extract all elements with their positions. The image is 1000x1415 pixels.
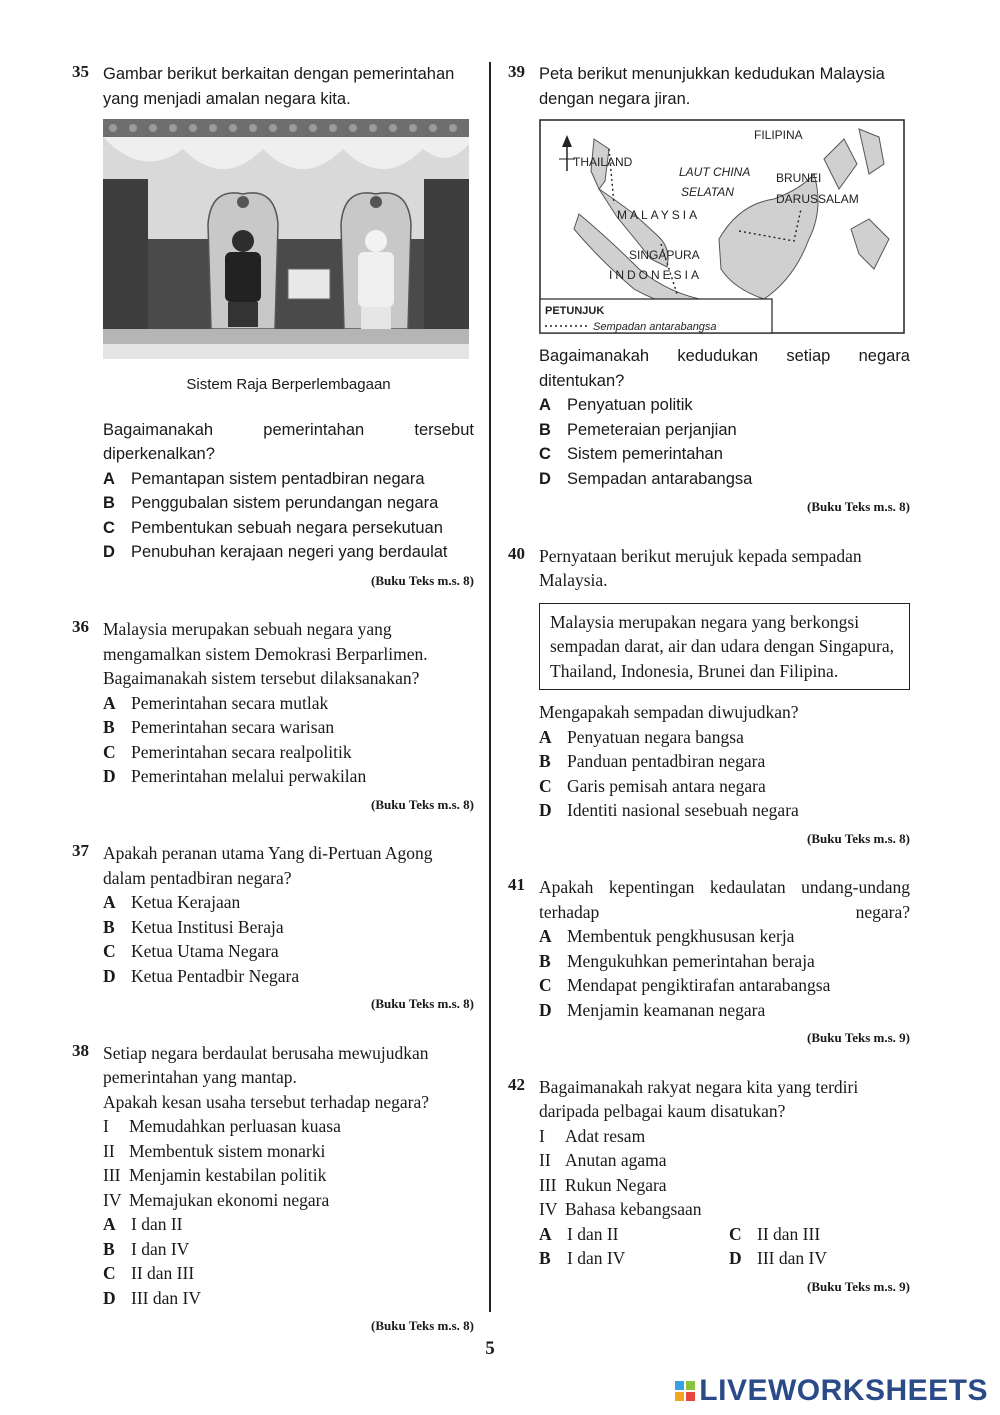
statement-numeral: IV [103, 1189, 122, 1210]
question-42 [508, 1075, 910, 1300]
question-number: 38 [72, 1040, 89, 1060]
option-text: Sistem pemerintahan [567, 445, 723, 463]
liveworksheets-logo[interactable] [675, 1374, 988, 1408]
option-c[interactable] [103, 939, 474, 964]
option-text: Membentuk pengkhususan kerja [567, 926, 795, 946]
statement-list [539, 1124, 910, 1222]
statement-numeral: IV [539, 1199, 558, 1219]
page-number: 5 [485, 1338, 495, 1359]
question-number: 35 [72, 62, 89, 81]
statement-list [103, 1114, 474, 1212]
option-d[interactable] [539, 998, 910, 1023]
option-b[interactable] [103, 1237, 474, 1262]
question-37 [72, 841, 474, 1017]
option-letter: A [103, 469, 115, 488]
option-text: Pemerintahan melalui perwakilan [131, 766, 367, 786]
option-text: III dan IV [131, 1287, 201, 1308]
textbook-reference: (Buku Teks m.s. 9) [807, 1278, 910, 1294]
option-b[interactable] [103, 491, 474, 516]
textbook-reference: (Buku Teks m.s. 8) [371, 796, 474, 812]
column-divider [489, 62, 491, 1312]
legend-border-text: Sempadan antarabangsa [593, 321, 717, 333]
map-label-singapura: SINGAPURA [629, 248, 700, 262]
option-d[interactable] [539, 798, 910, 823]
option-a[interactable] [539, 393, 910, 418]
option-text: I dan IV [567, 1248, 626, 1268]
option-text: I dan II [131, 1214, 183, 1234]
option-b[interactable] [539, 418, 910, 443]
option-letter: A [103, 1214, 116, 1234]
option-a[interactable] [103, 1212, 474, 1237]
option-text: Mendapat pengiktirafan antarabangsa [567, 975, 831, 995]
option-letter: D [539, 469, 551, 488]
option-list [539, 725, 910, 823]
textbook-reference: (Buku Teks m.s. 8) [371, 572, 474, 588]
option-b[interactable] [539, 949, 910, 974]
option-a[interactable] [539, 924, 910, 949]
question-number: 39 [508, 62, 525, 81]
option-c[interactable] [729, 1222, 909, 1247]
option-letter: C [103, 941, 116, 961]
statement-text: Memajukan ekonomi negara [129, 1189, 330, 1210]
option-letter: C [103, 741, 116, 762]
map-label-sea-line1: LAUT CHINA [679, 165, 751, 179]
option-letter: C [539, 445, 551, 463]
question-number: 36 [72, 617, 89, 636]
question-39 [508, 62, 910, 520]
statement-numeral: I [539, 1125, 545, 1146]
statement-text: Anutan agama [565, 1150, 667, 1170]
question-text: Mengapakah sempadan diwujudkan? [539, 702, 799, 722]
option-text: Ketua Kerajaan [131, 892, 241, 912]
option-text: I dan II [567, 1223, 619, 1244]
option-b[interactable] [103, 915, 474, 940]
brand-name: LIVEWORKSHEETS [699, 1374, 988, 1407]
map-label-malaysia: MALAYSIA [617, 208, 701, 222]
option-letter: A [103, 892, 116, 912]
liveworksheets-icon [675, 1381, 695, 1401]
option-c[interactable] [103, 1261, 474, 1286]
option-list [103, 467, 474, 565]
option-text: Pemeteraian perjanjian [567, 420, 737, 439]
question-stem: Setiap negara berdaulat berusaha mewujudkan pemerintahan yang mantap. [103, 1042, 429, 1087]
option-c[interactable] [539, 442, 910, 467]
option-letter: A [539, 1223, 552, 1244]
option-text: Panduan pentadbiran negara [567, 751, 766, 771]
right-column [508, 62, 910, 1323]
statement-text: Bahasa kebangsaan [565, 1199, 702, 1219]
option-letter: A [539, 926, 552, 946]
option-text: Pemerintahan secara warisan [131, 717, 335, 737]
statement-numeral: II [103, 1140, 115, 1161]
statement-item [539, 1197, 910, 1222]
statement-text: Adat resam [565, 1125, 646, 1146]
option-letter: D [729, 1248, 742, 1268]
monarch-thrones-photo [103, 119, 469, 359]
textbook-reference: (Buku Teks m.s. 8) [807, 499, 910, 514]
left-column [72, 62, 474, 1363]
option-b[interactable] [539, 1246, 729, 1271]
map-label-sea-line2: SELATAN [681, 185, 734, 199]
option-text: Sempadan antarabangsa [567, 469, 753, 488]
question-stem: Peta berikut menunjukkan kedudukan Malaysia dengan negara jiran. [539, 65, 885, 108]
option-text: Identiti nasional sesebuah negara [567, 800, 799, 820]
statement-item [103, 1139, 474, 1164]
option-text: III dan IV [757, 1248, 827, 1268]
map-label-brunei-line1: BRUNEI [776, 171, 822, 185]
option-letter: B [103, 916, 115, 937]
question-stem: Bagaimanakah rakyat negara kita yang terdiri daripada pelbagai kaum disatukan? [539, 1076, 859, 1121]
option-text: Pembentukan sebuah negara persekutuan [131, 518, 443, 537]
question-number: 42 [508, 1074, 525, 1094]
map-label-brunei-line2: DARUSSALAM [776, 192, 859, 206]
southeast-asia-map [539, 119, 905, 334]
option-list [539, 1222, 910, 1271]
legend-title: PETUNJUK [545, 305, 605, 317]
option-a[interactable] [539, 725, 910, 750]
statement-text: Menjamin kestabilan politik [129, 1165, 327, 1185]
option-d[interactable] [103, 1286, 474, 1311]
question-40 [508, 544, 910, 852]
statement-text: Membentuk sistem monarki [129, 1140, 326, 1161]
option-c[interactable] [539, 774, 910, 799]
option-letter: B [103, 1238, 115, 1259]
map-label-thailand: THAILAND [573, 155, 633, 169]
option-letter: D [539, 800, 552, 820]
option-letter: D [103, 766, 116, 786]
textbook-reference: (Buku Teks m.s. 9) [807, 1030, 910, 1045]
option-d[interactable] [103, 540, 474, 565]
question-text: Apakah kesan usaha tersebut terhadap negara? [103, 1091, 430, 1112]
map-label-filipina: FILIPINA [754, 128, 803, 142]
option-list [539, 924, 910, 1022]
statement-text: Rukun Negara [565, 1174, 667, 1195]
option-text: Pemantapan sistem pentadbiran negara [131, 469, 425, 488]
option-text: Ketua Institusi Beraja [131, 916, 284, 937]
option-a[interactable] [103, 467, 474, 492]
question-stem: Gambar berikut berkaitan dengan pemerintahan yang menjadi amalan negara kita. [103, 65, 455, 108]
statement-box: Malaysia merupakan negara yang berkongsi sempadan darat, air dan udara dengan Singapura, Thailand, Indonesia, Brunei dan Filipina. [539, 603, 910, 691]
option-text: II dan III [757, 1223, 821, 1244]
option-d[interactable] [729, 1246, 909, 1271]
option-c[interactable] [539, 973, 910, 998]
statement-numeral: III [103, 1165, 121, 1185]
option-text: I dan IV [131, 1238, 190, 1259]
option-list [539, 393, 910, 491]
question-stem: Malaysia merupakan sebuah negara yang mengamalkan sistem Demokrasi Berparlimen. Bagaimanakah sistem tersebut dilaksanakan? [103, 619, 428, 688]
option-letter: D [103, 543, 115, 561]
textbook-reference: (Buku Teks m.s. 8) [371, 1318, 474, 1333]
option-a[interactable] [539, 1222, 729, 1247]
option-text: Pemerintahan secara realpolitik [131, 741, 352, 762]
textbook-reference: (Buku Teks m.s. 8) [371, 996, 474, 1011]
option-list [103, 890, 474, 988]
question-text: Bagaimanakah kedudukan setiap negara ditentukan? [539, 347, 910, 390]
question-number: 40 [508, 543, 525, 563]
question-38 [72, 1041, 474, 1339]
map-label-indonesia: INDONESIA [609, 268, 703, 282]
statement-item [103, 1114, 474, 1139]
statement-item [539, 1124, 910, 1149]
option-letter: C [103, 1263, 116, 1283]
option-text: II dan III [131, 1263, 195, 1283]
option-letter: D [103, 1287, 116, 1308]
option-letter: B [103, 494, 115, 512]
option-a[interactable] [103, 691, 474, 716]
option-text: Ketua Pentadbir Negara [131, 965, 300, 986]
option-letter: A [103, 692, 116, 713]
question-41 [508, 875, 910, 1051]
question-stem: Apakah peranan utama Yang di-Pertuan Agong dalam pentadbiran negara? [103, 843, 433, 888]
option-text: Penyatuan politik [567, 396, 693, 414]
statement-numeral: III [539, 1174, 557, 1195]
option-text: Mengukuhkan pemerintahan beraja [567, 950, 815, 971]
statement-numeral: II [539, 1150, 551, 1170]
option-letter: B [539, 751, 551, 771]
statement-item [539, 1173, 910, 1198]
option-letter: B [103, 717, 115, 737]
option-text: Penyatuan negara bangsa [567, 726, 744, 747]
statement-item [539, 1148, 910, 1173]
statement-text: Memudahkan perluasan kuasa [129, 1116, 341, 1136]
option-letter: B [539, 420, 551, 439]
option-letter: C [539, 975, 552, 995]
option-list [103, 691, 474, 789]
question-stem: Pernyataan berikut merujuk kepada sempadan Malaysia. [539, 545, 862, 590]
question-36 [72, 617, 474, 817]
option-letter: C [539, 775, 552, 796]
option-d[interactable] [539, 467, 910, 492]
option-text: Ketua Utama Negara [131, 941, 279, 961]
question-text: Bagaimanakah pemerintahan tersebut diperkenalkan? [103, 420, 474, 463]
option-d[interactable] [103, 964, 474, 989]
statement-numeral: I [103, 1116, 109, 1136]
option-letter: B [539, 1248, 551, 1268]
option-letter: B [539, 950, 551, 971]
option-letter: C [729, 1223, 742, 1244]
option-text: Penubuhan kerajaan negeri yang berdaulat [131, 543, 448, 561]
option-letter: D [539, 999, 552, 1020]
option-text: Penggubalan sistem perundangan negara [131, 494, 439, 512]
option-c[interactable] [103, 740, 474, 765]
option-c[interactable] [103, 516, 474, 541]
photo-caption: Sistem Raja Berperlembagaan [186, 376, 391, 393]
option-letter: A [539, 396, 551, 414]
option-text: Pemerintahan secara mutlak [131, 692, 329, 713]
option-b[interactable] [103, 715, 474, 740]
option-a[interactable] [103, 890, 474, 915]
question-stem: Apakah kepentingan kedaulatan undang-undang terhadap negara? [539, 877, 910, 922]
question-number: 37 [72, 841, 89, 860]
option-letter: A [539, 726, 552, 747]
statement-item [103, 1163, 474, 1188]
option-text: Garis pemisah antara negara [567, 775, 766, 796]
option-b[interactable] [539, 749, 910, 774]
statement-item [103, 1188, 474, 1213]
option-letter: D [103, 965, 116, 986]
question-35 [72, 62, 474, 593]
textbook-reference: (Buku Teks m.s. 8) [807, 830, 910, 846]
option-d[interactable] [103, 764, 474, 789]
option-list [103, 1212, 474, 1310]
option-text: Menjamin keamanan negara [567, 999, 766, 1020]
question-number: 41 [508, 875, 525, 894]
option-letter: C [103, 518, 115, 537]
